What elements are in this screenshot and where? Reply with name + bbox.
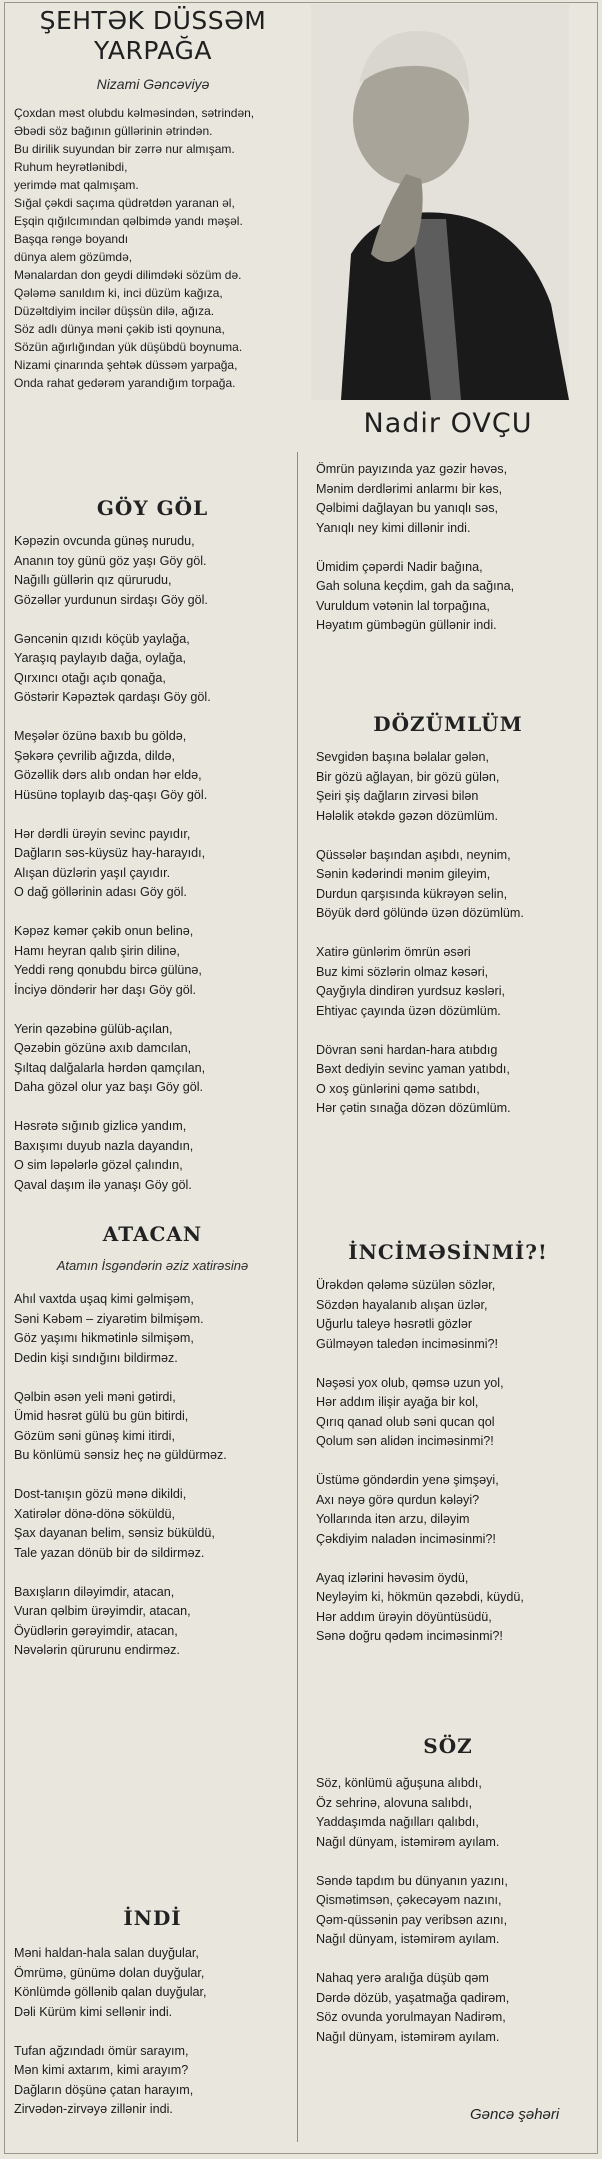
- signature: Gəncə şəhəri: [470, 2106, 560, 2123]
- incimesinmi-title: İNCİMƏSİNMİ?!: [348, 1240, 548, 1264]
- poem-line: Xatirə günlərim ömrün əsəri: [316, 945, 471, 959]
- poem-line: [316, 1950, 509, 1970]
- atacan-text: [14, 1290, 227, 1661]
- poem-line: Çəkdiyim naladən inciməsinmi?!: [316, 1531, 496, 1546]
- poem-line: Ümidim çəpərdi Nadir bağına,: [316, 559, 483, 574]
- dozumlum-text: [316, 748, 524, 1119]
- poem-line: Dağların döşünə çatan harayım,: [14, 2082, 194, 2097]
- poem-line: [14, 1563, 227, 1583]
- poem-line: Durdun qarşısında kükrəyən selin,: [316, 886, 508, 901]
- poem-line: Göz yaşımı hikmətinlə silmişəm,: [14, 1331, 194, 1345]
- poem-line: İnciyə döndərir hər daşı Göy göl.: [14, 982, 197, 997]
- poem-line: Sözün ağırlığından yük düşübdü boynuma.: [14, 340, 243, 354]
- main-poem-text: [14, 104, 254, 392]
- poem-line: Sənin kədərindi mənim gileyim,: [316, 867, 491, 881]
- goy-gol-title: GÖY GÖL: [96, 496, 209, 520]
- poem-line: Kəpəzin ovcunda günəş nurudu,: [14, 534, 195, 548]
- poem-line: Qəlbimi dağlayan bu yanıqlı səs,: [316, 501, 499, 515]
- poem-line: Məni haldan-hala salan duyğular,: [14, 1946, 199, 1960]
- column-divider: [297, 452, 298, 2142]
- poem-line: [316, 1852, 509, 1872]
- goy-gol-text: [14, 532, 211, 1195]
- poem-line: Hüsünə toplayıb daş-qaşı Göy göl.: [14, 787, 208, 802]
- poem-line: Qırıq qanad olub səni qucan qol: [316, 1414, 495, 1429]
- poem-line: Söz adlı dünya məni çəkib isti qoynuna,: [14, 322, 225, 336]
- poem-line: Nağıl dünyam, istəmirəm ayılam.: [316, 1932, 500, 1946]
- poem-line: [14, 805, 211, 825]
- poem-line: Səni Kəbəm – ziyarətim bilmişəm.: [14, 1311, 204, 1326]
- indi-title: İNDİ: [123, 1906, 182, 1930]
- main-poem-title: [12, 6, 294, 66]
- poem-line: Gəncənin qızıdı köçüb yaylağa,: [14, 631, 190, 646]
- poem-line: [14, 1368, 227, 1388]
- poem-line: Şıltaq dalğalarla hərdən qamçılan,: [14, 1060, 206, 1075]
- poem-line: Həsrətə sığınıb gizlicə yandım,: [14, 1119, 187, 1133]
- poem-line: Ahıl vaxtda uşaq kimi gəlmişəm,: [14, 1292, 194, 1306]
- poem-line: [14, 1466, 227, 1486]
- poem-line: Mənim dərdlərimi anlarmı bir kəs,: [316, 481, 503, 496]
- poem-line: O xoş günlərini qəmə satıbdı,: [316, 1081, 480, 1096]
- poem-line: Hər çətin sınağa dözən dözümlüm.: [316, 1101, 511, 1115]
- poem-line: Bəxt dediyin sevinc yaman yatıbdı,: [316, 1062, 510, 1076]
- poem-line: Daha gözəl olur yaz başı Göy göl.: [14, 1080, 204, 1094]
- poem-line: Şəkərə çevrilib ağızda, dildə,: [14, 748, 176, 763]
- poem-line: [316, 1021, 524, 1041]
- main-poem-title-line1: ŞEHTƏK DÜSSƏM: [39, 6, 267, 35]
- poem-line: Hər addım ürəyin döyüntüsüdü,: [316, 1609, 492, 1624]
- poem-line: Qələmə sanıldım ki, inci düzüm kağıza,: [14, 286, 223, 300]
- poem-line: Mən kimi axtarım, kimi arayım?: [14, 2063, 189, 2077]
- poem-line: Ehtiyac çayında üzən dözümlüm.: [316, 1003, 501, 1018]
- poem-line: Tale yazan dönüb bir də sildirməz.: [14, 1545, 205, 1560]
- main-poem-dedication: Nizami Gəncəviyə: [96, 76, 210, 92]
- poem-line: Dövran səni hardan-hara atıbdıg: [316, 1042, 498, 1057]
- poem-line: [316, 538, 514, 558]
- poem-line: Onda rahat gedərəm yarandığım torpağa.: [14, 376, 236, 390]
- poem-line: Xatirələr dönə-dönə söküldü,: [14, 1506, 176, 1521]
- poem-line: dünya alem gözümdə,: [14, 250, 133, 264]
- poem-line: [316, 924, 524, 944]
- poem-line: Hər addım ilişir ayağa bir kol,: [316, 1395, 479, 1409]
- poem-line: Uğurlu taleyə həsrətli gözlər: [316, 1317, 473, 1331]
- poem-line: Nağıl dünyam, istəmirəm ayılam.: [316, 2029, 500, 2044]
- poem-line: Başqa rəngə boyandı: [14, 232, 129, 246]
- poem-line: Nəşəsi yox olub, qəmsə uzun yol,: [316, 1375, 504, 1390]
- poem-line: Dərdə dözüb, yaşatmağa qadirəm,: [316, 1990, 510, 2005]
- poem-line: Baxışımı duyub nazla dayandın,: [14, 1138, 194, 1153]
- poem-line: Dedin kişi sındığını bildirməz.: [14, 1350, 178, 1365]
- poem-line: Gözəllik dərs alıb ondan hər eldə,: [14, 768, 202, 782]
- poem-line: Qüssələr başından aşıbdı, neynim,: [316, 847, 511, 862]
- poem-line: Yaraşıq paylayıb dağa, oylağa,: [14, 651, 186, 665]
- poem-line: Böyük dərd gölündə üzən dözümlüm.: [316, 906, 524, 920]
- soz-title: SÖZ: [423, 1734, 473, 1758]
- indi-cont-text: [316, 460, 514, 636]
- dozumlum-title: DÖZÜMLÜM: [373, 712, 523, 736]
- incimesinmi-text: [316, 1276, 524, 1647]
- poem-line: Könlümdə göllənib qalan duyğular,: [14, 1985, 207, 1999]
- author-name: Nadir OVÇU: [363, 408, 533, 439]
- poem-line: Nəvələrin qürurunu endirməz.: [14, 1643, 180, 1657]
- poem-line: Dost-tanışın gözü mənə dikildi,: [14, 1487, 187, 1501]
- poem-line: yerimdə mat qalmışam.: [14, 178, 139, 192]
- poem-line: Bu dirilik suyundan bir zərrə nur almışam.: [14, 142, 235, 156]
- poem-line: Nağıllı güllərin qız qürurudu,: [14, 573, 172, 587]
- poem-line: Çoxdan məst olubdu kəlməsindən, sətrindən,: [14, 106, 255, 120]
- poem-line: Nahaq yerə aralığa düşüb qəm: [316, 1971, 489, 1985]
- poem-line: Qayğıyla dindirən yurdsuz kəsləri,: [316, 984, 505, 998]
- poem-line: Gülməyən taledən inciməsinmi?!: [316, 1336, 498, 1351]
- soz-text: [316, 1774, 509, 2047]
- poem-line: Yanıqlı ney kimi dillənir indi.: [316, 520, 471, 535]
- poem-line: Kəpəz kəmər çəkib onun belinə,: [14, 924, 194, 938]
- poem-line: Yerin qəzəbinə gülüb-açılan,: [14, 1021, 173, 1036]
- poem-line: O dağ göllərinin adası Göy göl.: [14, 885, 187, 899]
- poem-line: Sevgidən başına bəlalar gələn,: [316, 750, 489, 764]
- poem-line: Bu könlümü sənsiz heç nə güldürməz.: [14, 1448, 227, 1462]
- poem-line: Öz sehrinə, alovuna salıbdı,: [316, 1795, 473, 1810]
- author-portrait-icon: [311, 4, 569, 400]
- poem-line: [316, 1452, 524, 1472]
- poem-line: Qəzəbin gözünə axıb damcılan,: [14, 1041, 192, 1055]
- poem-line: Ananın toy günü göz yaşı Göy göl.: [14, 553, 207, 568]
- poem-line: Ömrün payızında yaz gəzir həvəs,: [316, 462, 508, 476]
- poem-line: [316, 1549, 524, 1569]
- poem-line: Sənə doğru qədəm inciməsinmi?!: [316, 1629, 503, 1643]
- poem-line: Ömrümə, günümə dolan duyğular,: [14, 1965, 205, 1980]
- poem-line: Qismətimsən, çəkecəyəm nazını,: [316, 1893, 502, 1907]
- poem-line: [316, 1354, 524, 1374]
- atacan-title: ATACAN: [102, 1222, 203, 1246]
- poem-line: [14, 708, 211, 728]
- poem-line: Qəlbin əsən yeli məni gətirdi,: [14, 1389, 176, 1404]
- indi-text: [14, 1944, 207, 2120]
- poem-line: Baxışların diləyimdir, atacan,: [14, 1584, 175, 1599]
- atacan-dedication: Atamın İsgəndərin əziz xatirəsinə: [56, 1258, 249, 1273]
- poem-line: Tufan ağzındadı ömür sarayım,: [14, 2043, 189, 2058]
- poem-line: Səndə tapdım bu dünyanın yazını,: [316, 1873, 508, 1888]
- poem-line: Mənalardan don geydi dilimdəki sözüm də.: [14, 268, 242, 282]
- poem-line: Sözdən hayalanıb alışan üzlər,: [316, 1297, 488, 1312]
- poem-line: Şeiri şiş dağların zirvəsi bilən: [316, 789, 479, 803]
- poem-line: Düzəltdiyim incilər düşsün dilə, ağıza.: [14, 304, 215, 318]
- poem-line: [14, 1098, 211, 1118]
- poem-line: Dağların səs-küysüz hay-harayıdı,: [14, 846, 206, 860]
- poem-line: Buz kimi sözlərin olmaz kəsəri,: [316, 964, 489, 979]
- poem-line: Nizami çinarında şehtək düssəm yarpağa,: [14, 358, 238, 372]
- poem-line: Meşələr özünə baxıb bu göldə,: [14, 729, 187, 743]
- poem-line: Hamı heyran qalıb şirin dilinə,: [14, 943, 180, 958]
- poem-line: Əbədi söz bağının güllərinin ətrindən.: [14, 124, 213, 138]
- poem-line: Yeddi rəng qonubdu bircə gülünə,: [14, 963, 202, 977]
- poem-line: Gözəllər yurdunun sirdaşı Göy göl.: [14, 592, 208, 607]
- poem-line: Gah soluna keçdim, gah da sağına,: [316, 579, 515, 593]
- poem-line: Qəm-qüssənin pay veribsən azını,: [316, 1912, 508, 1927]
- poem-line: Öyüdlərin gərəyimdir, atacan,: [14, 1623, 178, 1638]
- poem-line: [316, 826, 524, 846]
- poem-line: [14, 2022, 207, 2042]
- poem-line: Gözüm səni günəş kimi itirdi,: [14, 1428, 175, 1443]
- poem-line: Həyatım gümbəgün güllənir indi.: [316, 618, 497, 632]
- poem-line: Vuruldum vətənin lal torpağına,: [316, 598, 490, 613]
- poem-line: Qolum sən alidən inciməsinmi?!: [316, 1434, 494, 1448]
- poem-line: Hələlik ətəkdə gəzən dözümlüm.: [316, 808, 499, 823]
- poem-line: Söz ovunda yorulmayan Nadirəm,: [316, 2010, 506, 2024]
- poem-line: Ürəkdən qələmə süzülən sözlər,: [316, 1278, 496, 1292]
- poem-line: Yaddaşımda nağılları qalıbdı,: [316, 1815, 479, 1829]
- poem-line: Qırxıncı otağı açıb qonağa,: [14, 670, 166, 685]
- poem-line: Ümid həsrət gülü bu gün bitirdi,: [14, 1409, 189, 1423]
- poem-line: O sim ləpələrlə gözəl çalındın,: [14, 1158, 183, 1172]
- poem-line: Vuran qəlbim ürəyimdir, atacan,: [14, 1604, 191, 1618]
- poem-line: Alışan düzlərin yaşıl çayıdır.: [14, 865, 171, 880]
- poem-line: Yollarında itən arzu, diləyim: [316, 1512, 470, 1526]
- poem-line: Sığal çəkdi saçıma qüdrətdən yaranan əl,: [14, 196, 235, 210]
- poem-line: Söz, könlümü ağuşuna alıbdı,: [316, 1776, 482, 1790]
- poem-line: Qaval daşım ilə yanaşı Göy göl.: [14, 1177, 192, 1192]
- poem-line: Dəli Kürüm kimi sellənir indi.: [14, 2004, 173, 2019]
- poem-line: Ruhum heyrətlənibdi,: [14, 160, 128, 174]
- poem-line: Zirvədən-zirvəyə zillənir indi.: [14, 2102, 173, 2116]
- poem-line: [14, 610, 211, 630]
- poem-line: [14, 903, 211, 923]
- poem-line: Üstümə göndərdin yenə şimşəyi,: [316, 1473, 499, 1487]
- poem-line: [14, 1000, 211, 1020]
- poem-line: Axı nəyə görə qurdun kələyi?: [316, 1492, 480, 1507]
- poem-line: Eşqin qığılcımından qəlbimdə yandı məşəl.: [14, 214, 243, 228]
- poem-line: Ayaq izlərini həvəsim öydü,: [316, 1570, 469, 1585]
- poem-line: Hər dərdli ürəyin sevinc payıdır,: [14, 826, 191, 841]
- poem-line: Bir gözü ağlayan, bir gözü gülən,: [316, 769, 500, 784]
- main-poem-title-line2: YARPAĞA: [94, 36, 212, 65]
- poem-line: Göstərir Kəpəztək qardaşı Göy göl.: [14, 690, 211, 704]
- poem-line: Neyləyim ki, hökmün qəzəbdi, küydü,: [316, 1590, 524, 1604]
- poem-line: Şax dayanan belim, sənsiz büküldü,: [14, 1526, 215, 1540]
- poem-line: Nağıl dünyam, istəmirəm ayılam.: [316, 1834, 500, 1849]
